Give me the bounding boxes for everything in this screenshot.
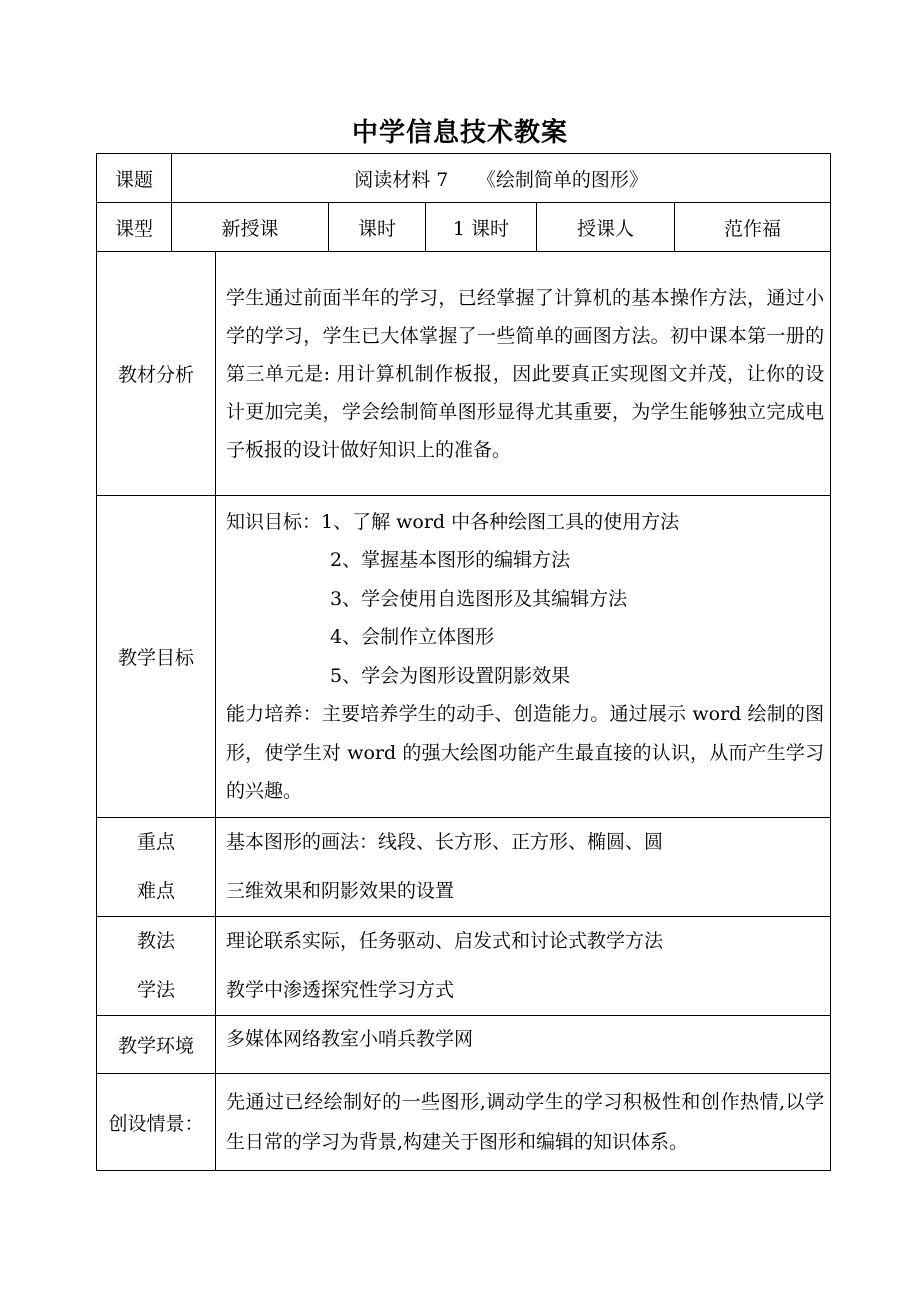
type-label: 课型 <box>97 203 172 252</box>
type-row <box>97 203 831 252</box>
objective-item: 3、学会使用自选图形及其编辑方法 <box>330 587 628 610</box>
ability-prefix: 能力培养： <box>226 703 322 725</box>
ability-goal <box>226 695 824 811</box>
environment-label: 教学环境 <box>97 1016 216 1074</box>
methods-row <box>97 917 831 1016</box>
difficulty-label: 难点 <box>136 880 175 902</box>
page-title: 中学信息技术教案 <box>351 118 568 148</box>
key-point-value: 基本图形的画法：线段、长方形、正方形、椭圆、圆 <box>226 831 664 853</box>
topic-value: 阅读材料 7 《绘制简单的图形》 <box>172 154 831 203</box>
difficulty-value: 三维效果和阴影效果的设置 <box>226 880 455 902</box>
knowledge-prefix: 知识目标： <box>226 510 322 533</box>
topic-label: 课题 <box>97 154 172 203</box>
topic-row <box>97 154 831 203</box>
hours-value: 1 课时 <box>426 203 537 252</box>
learning-method-label: 学法 <box>136 979 175 1001</box>
analysis-label: 教材分析 <box>97 252 216 496</box>
methods-labels <box>97 917 216 1016</box>
objectives-label: 教学目标 <box>97 496 216 818</box>
key-point-label: 重点 <box>136 831 175 853</box>
analysis-text: 学生通过前面半年的学习，已经掌握了计算机的基本操作方法，通过小学的学习，学生已大体掌握了一些简单的画图方法。初中课本第一册的第三单元是: 用计算机制作板报，因此要真正实现图文并茂，让你的设计更加完美，学会绘制简单图形显得尤其重要，为学生能够独立完成电子板报的设计做好知识上的准备。 <box>216 252 831 496</box>
hours-label: 课时 <box>329 203 426 252</box>
lesson-plan-table <box>96 153 831 1171</box>
teaching-method-value: 理论联系实际，任务驱动、启发式和讨论式教学方法 <box>226 930 664 952</box>
objectives-content <box>216 496 831 818</box>
teacher-value: 范作福 <box>675 203 831 252</box>
objective-item: 5、学会为图形设置阴影效果 <box>330 664 571 687</box>
scenario-text: 先通过已经绘制好的一些图形,调动学生的学习积极性和创作热情,以学生日常的学习为背景,构建关于图形和编辑的知识体系。 <box>216 1074 831 1171</box>
objective-item: 2、掌握基本图形的编辑方法 <box>330 549 571 571</box>
environment-row <box>97 1016 831 1074</box>
knowledge-goal-line <box>226 503 824 542</box>
scenario-label: 创设情景： <box>97 1074 216 1171</box>
objectives-row <box>97 496 831 818</box>
objective-item: 4、会制作立体图形 <box>330 626 495 648</box>
type-value: 新授课 <box>172 203 329 252</box>
scenario-row <box>97 1074 831 1171</box>
key-points-row <box>97 818 831 917</box>
environment-value: 多媒体网络教室小哨兵教学网 <box>216 1016 831 1074</box>
key-points-values <box>216 818 831 917</box>
learning-method-value: 教学中渗透探究性学习方式 <box>226 979 455 1001</box>
teacher-label: 授课人 <box>537 203 675 252</box>
methods-values <box>216 917 831 1016</box>
objective-item: 1、了解 word 中各种绘图工具的使用方法 <box>321 510 680 533</box>
key-points-labels <box>97 818 216 917</box>
teaching-method-label: 教法 <box>136 930 175 952</box>
analysis-row <box>97 252 831 496</box>
ability-text: 主要培养学生的动手、创造能力。通过展示 word 绘制的图形，使学生对 word 的强大绘图功能产生最直接的认识，从而产生学习的兴趣。 <box>226 703 825 802</box>
